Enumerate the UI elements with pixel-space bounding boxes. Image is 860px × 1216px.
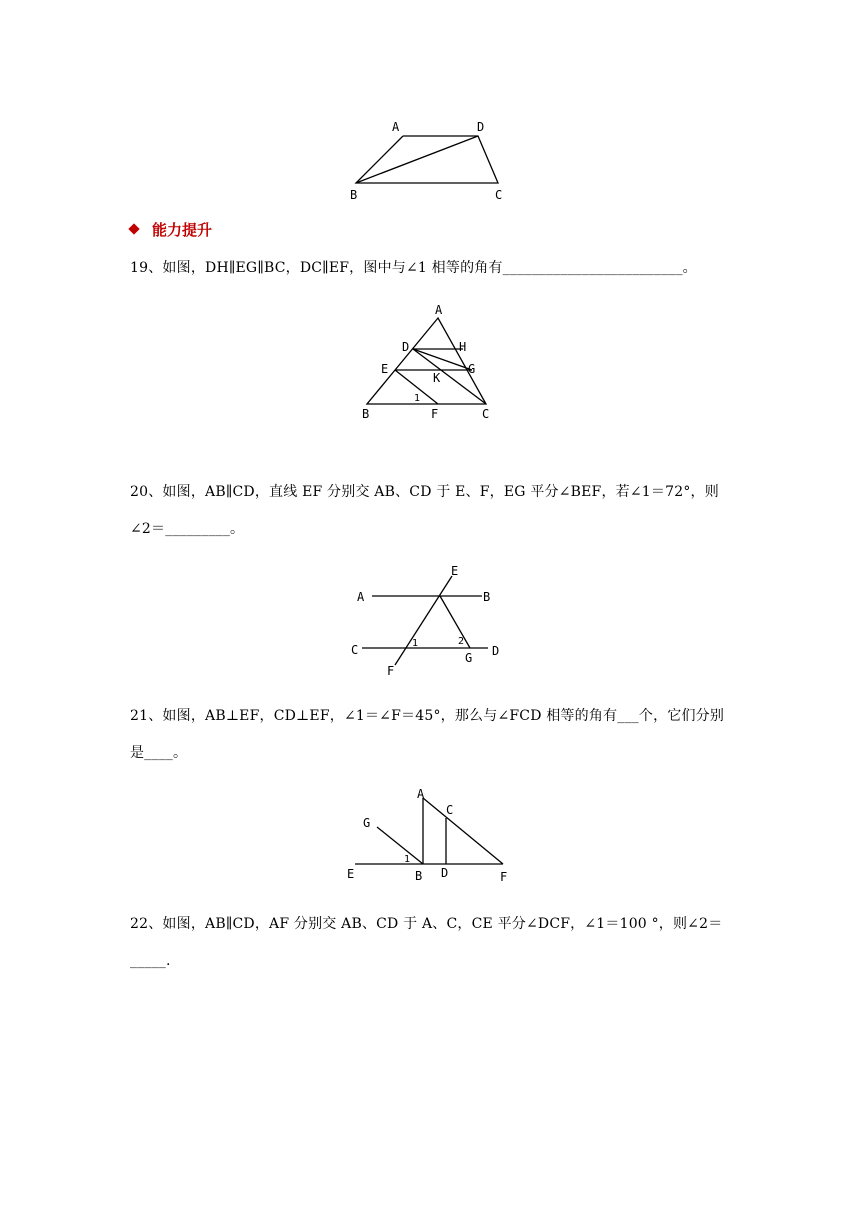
line-ef: [395, 576, 452, 665]
label-d: D: [441, 866, 449, 880]
label-e: E: [381, 362, 389, 376]
label-c: C: [351, 643, 359, 657]
section-title: 能力提升: [152, 220, 213, 239]
figure-question-20: [345, 560, 515, 685]
question-20-text: 20、如图，AB∥CD，直线 EF 分别交 AB、CD 于 E、F，EG 平分∠BEF，若∠1＝72°，则∠2＝_________。: [130, 484, 719, 537]
label-d: D: [492, 644, 500, 658]
line-af: [423, 798, 503, 864]
label-a: A: [435, 303, 443, 317]
figure-trapezoid-abcd: [340, 110, 520, 205]
label-f: F: [387, 664, 395, 678]
figure-question-21: [340, 785, 520, 885]
label-d: D: [402, 340, 410, 354]
question-22-text: 22、如图，AB∥CD，AF 分别交 AB、CD 于 A、C，CE 平分∠DCF，∠1＝100 °，则∠2＝_____.: [130, 916, 723, 969]
label-b: B: [415, 869, 423, 883]
label-c: C: [482, 407, 490, 421]
label-angle-1: 1: [414, 393, 421, 404]
line-dc: [413, 349, 486, 404]
figure-question-19: [355, 300, 505, 425]
label-g: G: [363, 816, 371, 830]
label-c: C: [446, 803, 454, 817]
diagonal-bd: [356, 136, 478, 183]
label-g: G: [468, 362, 476, 376]
label-e: E: [451, 564, 459, 578]
question-21-text: 21、如图，AB⊥EF，CD⊥EF，∠1＝∠F＝45°，那么与∠FCD 相等的角有___个，它们分别是____。: [130, 708, 725, 761]
label-e: E: [347, 867, 355, 881]
label-a: A: [357, 590, 365, 604]
line-eg: [440, 596, 470, 648]
label-h: H: [459, 340, 467, 354]
label-b: B: [350, 188, 358, 202]
label-f: F: [500, 870, 508, 884]
diamond-icon: [128, 223, 139, 234]
label-a: A: [417, 787, 425, 801]
label-angle-2: 2: [458, 636, 465, 647]
label-g: G: [465, 651, 473, 665]
label-angle-1: 1: [404, 854, 411, 865]
line-gb: [377, 827, 423, 864]
label-b: B: [362, 407, 370, 421]
label-d: D: [477, 120, 485, 134]
label-f: F: [431, 407, 439, 421]
section-header: [128, 217, 212, 241]
label-angle-1: 1: [412, 638, 419, 649]
label-a: A: [392, 120, 400, 134]
label-c: C: [495, 188, 503, 202]
trapezoid-outline: [356, 136, 498, 183]
question-19-text: 19、如图，DH∥EG∥BC，DC∥EF，图中与∠1 相等的角有_________________________。: [130, 260, 697, 276]
label-b: B: [483, 590, 491, 604]
label-k: K: [433, 371, 441, 385]
